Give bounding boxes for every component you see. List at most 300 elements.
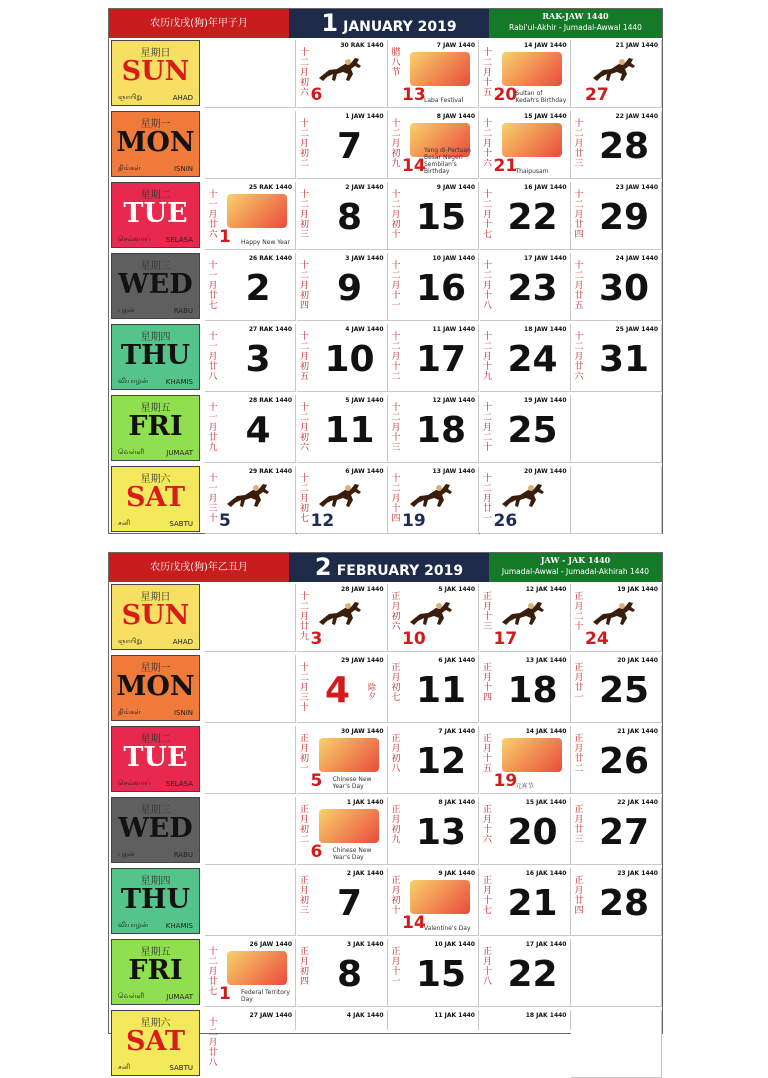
day-number: 7 <box>336 126 363 167</box>
day-number: 28 <box>598 883 650 924</box>
islamic-date: 11 JAW 1440 <box>432 326 475 333</box>
day-cell[interactable] <box>297 1010 388 1030</box>
lunar-date: 十二月十二 <box>391 332 401 382</box>
weekday-english: SAT <box>125 1026 186 1057</box>
lunar-date: 十二月廿一 <box>482 474 492 524</box>
day-cell[interactable] <box>205 1010 296 1068</box>
empty-day-cell <box>205 655 296 723</box>
weekday-label-wed <box>111 797 200 863</box>
holiday-illustration <box>502 738 562 772</box>
day-cell[interactable] <box>297 868 388 936</box>
day-cell[interactable] <box>388 797 479 865</box>
lunar-date: 十二月十五 <box>482 48 492 98</box>
weekday-malay: JUMAAT <box>166 993 193 1001</box>
weekday-label-fri <box>111 395 200 461</box>
day-number: 16 <box>415 268 467 309</box>
day-cell[interactable] <box>480 939 571 1007</box>
day-cell[interactable] <box>480 584 571 652</box>
lunar-date: 十二月廿六 <box>574 332 584 382</box>
islamic-title: JAW - JAK 1440 <box>540 555 611 565</box>
weekday-chinese: 星期六 <box>140 1018 171 1029</box>
day-number: 24 <box>585 629 609 649</box>
day-number: 13 <box>402 85 426 105</box>
lunar-date: 十二月初六 <box>299 48 309 98</box>
islamic-date: 5 JAW 1440 <box>345 397 384 404</box>
day-number: 9 <box>336 268 363 309</box>
day-number: 6 <box>310 842 323 862</box>
empty-day-cell <box>205 40 296 108</box>
day-cell[interactable] <box>388 253 479 321</box>
empty-day-cell <box>205 726 296 794</box>
lunar-date: 十一月廿八 <box>208 332 218 382</box>
holiday-illustration <box>227 194 287 228</box>
horse-racing-icon <box>406 480 466 514</box>
day-number: 23 <box>507 268 558 309</box>
weekday-tamil: புதன் <box>118 306 135 314</box>
lunar-date: 十二月廿三 <box>574 119 584 169</box>
lunar-date: 十二月十七 <box>482 190 492 240</box>
lunar-date: 十二月廿七 <box>208 947 218 997</box>
islamic-subtitle: Jumadal-Awwal - Jumadal-Akhirah 1440 <box>501 567 650 576</box>
day-number: 12 <box>310 511 335 531</box>
holiday-label: Yang di-Pertuan Besar Negeri Sembilan's Birthday <box>424 147 471 175</box>
day-cell[interactable] <box>388 655 479 723</box>
day-cell[interactable] <box>388 1010 479 1030</box>
day-number: 18 <box>415 410 467 451</box>
empty-day-cell <box>205 868 296 936</box>
islamic-date: 6 JAK 1440 <box>438 657 475 664</box>
day-number: 5 <box>310 771 323 791</box>
empty-day-cell <box>571 395 662 463</box>
lunar-date: 十二月初五 <box>299 332 309 382</box>
empty-day-cell <box>205 797 296 865</box>
islamic-date: 30 RAK 1440 <box>340 42 384 49</box>
day-cell[interactable] <box>388 726 479 794</box>
day-number: 27 <box>585 85 609 105</box>
holiday-illustration <box>410 880 470 914</box>
islamic-date: 4 JAK 1440 <box>346 1012 384 1019</box>
weekday-tamil: திங்கள் <box>118 164 141 172</box>
day-cell[interactable] <box>571 797 662 865</box>
lunar-date: 十一月廿六 <box>208 190 218 240</box>
islamic-date: 10 JAW 1440 <box>432 255 475 262</box>
day-cell[interactable] <box>388 584 479 652</box>
day-number: 22 <box>507 954 558 995</box>
holiday-label: Federal Territory Day <box>241 989 290 1003</box>
day-cell[interactable] <box>480 868 571 936</box>
weekday-tamil: ஞாயிறு <box>118 93 143 101</box>
islamic-date: 6 JAW 1440 <box>345 468 384 475</box>
horse-racing-icon <box>498 480 558 514</box>
day-cell[interactable] <box>480 182 571 250</box>
islamic-date: 12 JAK 1440 <box>525 586 567 593</box>
lunar-date: 正月初三 <box>299 876 309 916</box>
weekday-chinese: 星期六 <box>140 474 171 485</box>
weekday-tamil: செவ்வாய் <box>118 779 151 787</box>
lunar-date: 十二月初九 <box>391 119 401 169</box>
holiday-illustration <box>319 738 379 772</box>
lunar-date: 正月廿三 <box>574 805 584 845</box>
day-number: 26 <box>598 741 650 782</box>
day-number: 14 <box>402 156 426 176</box>
day-cell[interactable] <box>297 253 388 321</box>
lunar-date: 正月廿一 <box>574 663 584 703</box>
lunar-date: 正月初六 <box>391 592 401 632</box>
weekday-tamil: ஞாயிறு <box>118 637 143 645</box>
weekday-malay: ISNIN <box>173 165 193 173</box>
islamic-date: 11 JAK 1440 <box>434 1012 475 1019</box>
lunar-date: 正月二十 <box>574 592 584 632</box>
day-cell[interactable] <box>571 324 662 392</box>
day-cell[interactable] <box>205 182 296 250</box>
day-cell[interactable] <box>571 111 662 179</box>
day-cell[interactable] <box>571 253 662 321</box>
islamic-date: 13 JAW 1440 <box>432 468 475 475</box>
holiday-label: 元宵节 <box>515 783 534 790</box>
lunar-date: 十二月初四 <box>299 261 309 311</box>
day-cell[interactable] <box>388 395 479 463</box>
day-cell[interactable] <box>205 395 296 463</box>
lunar-date: 正月十四 <box>482 663 492 703</box>
day-number: 14 <box>402 913 426 933</box>
day-cell[interactable] <box>388 111 479 179</box>
day-cell[interactable] <box>388 324 479 392</box>
lunar-date: 正月十五 <box>482 734 492 774</box>
weekday-tamil: சனி <box>118 519 131 527</box>
weekday-label-mon <box>111 655 200 721</box>
lunar-date: 十二月初六 <box>299 403 309 453</box>
day-cell[interactable] <box>388 939 479 1007</box>
day-cell[interactable] <box>297 111 388 179</box>
day-cell[interactable] <box>480 253 571 321</box>
lunar-date: 十一月三十 <box>208 474 218 524</box>
islamic-date: 17 JAW 1440 <box>524 255 567 262</box>
weekday-label-fri <box>111 939 200 1005</box>
islamic-date: 7 JAW 1440 <box>436 42 475 49</box>
day-number: 24 <box>507 339 558 380</box>
day-cell[interactable] <box>297 395 388 463</box>
day-cell[interactable] <box>297 466 388 534</box>
islamic-date: 18 JAK 1440 <box>525 1012 567 1019</box>
weekday-tamil: சனி <box>118 1063 131 1071</box>
weekday-label-sun <box>111 584 200 650</box>
weekday-english: THU <box>120 884 191 915</box>
day-number: 5 <box>219 511 231 531</box>
weekday-malay: SELASA <box>165 236 193 244</box>
day-number: 31 <box>598 339 650 380</box>
weekday-malay: RABU <box>173 851 193 859</box>
lunar-date: 十二月初十 <box>391 190 401 240</box>
day-cell[interactable] <box>205 324 296 392</box>
empty-day-cell <box>571 466 662 534</box>
weekday-malay: AHAD <box>172 94 193 102</box>
day-cell[interactable] <box>297 324 388 392</box>
weekday-chinese: 星期日 <box>140 592 171 603</box>
islamic-date: 3 JAK 1440 <box>346 941 384 948</box>
day-cell[interactable] <box>297 726 388 794</box>
islamic-date: 7 JAK 1440 <box>438 728 475 735</box>
lunar-date: 十二月廿八 <box>208 1018 218 1068</box>
horse-racing-icon <box>223 480 283 514</box>
weekday-chinese: 星期五 <box>140 947 171 958</box>
day-cell[interactable] <box>297 655 388 723</box>
lunar-date: 十一月廿七 <box>208 261 218 311</box>
islamic-date: 14 JAW 1440 <box>524 42 567 49</box>
day-number: 7 <box>336 883 363 924</box>
horse-racing-icon <box>589 598 649 632</box>
day-cell[interactable] <box>297 182 388 250</box>
day-cell[interactable] <box>480 466 571 534</box>
lunar-date: 正月初九 <box>391 805 401 845</box>
weekday-english: FRI <box>128 955 183 986</box>
weekday-malay: SABTU <box>169 1064 193 1072</box>
weekday-malay: KHAMIS <box>165 378 193 386</box>
day-cell[interactable] <box>297 797 388 865</box>
islamic-date: 26 RAK 1440 <box>248 255 292 262</box>
weekday-chinese: 星期日 <box>140 48 171 59</box>
day-cell[interactable] <box>205 939 296 1007</box>
weekday-chinese: 星期二 <box>140 734 171 745</box>
lunar-date: 十二月廿五 <box>574 261 584 311</box>
day-number: 4 <box>324 670 351 711</box>
islamic-date: 15 JAW 1440 <box>524 113 567 120</box>
day-number: 21 <box>507 883 558 924</box>
day-cell[interactable] <box>297 40 388 108</box>
islamic-date: 21 JAK 1440 <box>617 728 658 735</box>
day-cell[interactable] <box>480 324 571 392</box>
weekday-label-thu <box>111 868 200 934</box>
empty-day-cell <box>571 1010 662 1078</box>
day-cell[interactable] <box>571 726 662 794</box>
islamic-date: 23 JAK 1440 <box>617 870 658 877</box>
day-cell[interactable] <box>571 182 662 250</box>
weekday-chinese: 星期二 <box>140 190 171 201</box>
weekday-tamil: வெள்ளி <box>118 992 145 1000</box>
day-cell[interactable] <box>571 584 662 652</box>
day-cell[interactable] <box>571 40 662 108</box>
weekday-tamil: புதன் <box>118 850 135 858</box>
month-title <box>289 553 489 582</box>
weekday-label-mon <box>111 111 200 177</box>
lunar-date: 正月十一 <box>391 947 401 987</box>
weekday-english: FRI <box>128 411 183 442</box>
weekday-malay: KHAMIS <box>165 922 193 930</box>
weekday-english: WED <box>118 813 193 844</box>
day-number: 20 <box>493 85 518 105</box>
weekday-label-sat <box>111 466 200 532</box>
lunar-date: 正月十八 <box>482 947 492 987</box>
horse-racing-icon <box>315 598 375 632</box>
weekday-malay: SABTU <box>169 520 193 528</box>
day-cell[interactable] <box>571 655 662 723</box>
day-number: 21 <box>493 156 518 176</box>
islamic-date: 2 JAW 1440 <box>345 184 384 191</box>
day-cell[interactable] <box>480 797 571 865</box>
day-cell[interactable] <box>388 40 479 108</box>
empty-day-cell <box>205 584 296 652</box>
month-number: 1 <box>321 9 339 37</box>
weekday-malay: RABU <box>173 307 193 315</box>
islamic-date: 8 JAW 1440 <box>436 113 475 120</box>
lunar-date: 十二月廿四 <box>574 190 584 240</box>
lunar-date: 腊八节 <box>391 48 401 78</box>
islamic-date: 22 JAK 1440 <box>617 799 658 806</box>
islamic-date: 10 JAK 1440 <box>434 941 475 948</box>
day-cell[interactable] <box>205 466 296 534</box>
day-number: 11 <box>324 410 375 451</box>
lunar-date: 十二月十四 <box>391 474 401 524</box>
islamic-date: 20 JAK 1440 <box>617 657 658 664</box>
islamic-title: RAK-JAW 1440 <box>542 11 609 21</box>
day-number: 17 <box>415 339 467 380</box>
weekday-chinese: 星期五 <box>140 403 171 414</box>
month-name: JANUARY 2019 <box>343 19 457 35</box>
horse-racing-icon <box>315 480 375 514</box>
weekday-label-tue <box>111 182 200 248</box>
weekday-chinese: 星期三 <box>140 261 171 272</box>
day-number: 4 <box>245 410 271 451</box>
lunar-date: 正月十六 <box>482 805 492 845</box>
lunar-date: 十一月廿九 <box>208 403 218 453</box>
islamic-date: 1 JAW 1440 <box>345 113 384 120</box>
weekday-label-thu <box>111 324 200 390</box>
holiday-label: Laba Festival <box>424 97 464 104</box>
islamic-date: 1 JAK 1440 <box>346 799 384 806</box>
day-cell[interactable] <box>571 868 662 936</box>
lunar-date: 十二月初七 <box>299 474 309 524</box>
weekday-label-tue <box>111 726 200 792</box>
day-number: 19 <box>402 511 426 531</box>
empty-day-cell <box>571 939 662 1007</box>
day-number: 17 <box>493 629 518 649</box>
month-title <box>289 9 489 38</box>
day-number: 22 <box>507 197 558 238</box>
lunar-date: 正月初七 <box>391 663 401 703</box>
lunar-date: 正月廿二 <box>574 734 584 774</box>
day-cell[interactable] <box>480 726 571 794</box>
horse-racing-icon <box>406 598 466 632</box>
lunar-date: 十二月十九 <box>482 332 492 382</box>
day-cell[interactable] <box>480 1010 571 1030</box>
islamic-date: 30 JAW 1440 <box>341 728 384 735</box>
islamic-date: 25 RAK 1440 <box>248 184 292 191</box>
holiday-label: Sultan of Kedah's Birthday <box>515 90 567 104</box>
islamic-date: 29 RAK 1440 <box>248 468 292 475</box>
islamic-date: 22 JAW 1440 <box>615 113 658 120</box>
weekday-chinese: 星期四 <box>140 332 171 343</box>
day-number: 2 <box>245 268 271 309</box>
weekday-english: MON <box>116 127 195 158</box>
lunar-date: 正月十七 <box>482 876 492 916</box>
weekday-english: TUE <box>123 198 188 229</box>
day-number: 10 <box>402 629 426 649</box>
islamic-date: 4 JAW 1440 <box>345 326 384 333</box>
weekday-malay: ISNIN <box>173 709 193 717</box>
day-cell[interactable] <box>297 584 388 652</box>
lunar-date: 十二月十一 <box>391 261 401 311</box>
day-cell[interactable] <box>480 395 571 463</box>
lunar-date: 正月廿四 <box>574 876 584 916</box>
weekday-label-sat <box>111 1010 200 1076</box>
islamic-date: 9 JAK 1440 <box>438 870 475 877</box>
month-header <box>109 553 662 582</box>
weekday-chinese: 星期一 <box>140 119 171 130</box>
islamic-date: 9 JAW 1440 <box>436 184 475 191</box>
weekday-tamil: செவ்வாய் <box>118 235 151 243</box>
day-cell[interactable] <box>388 868 479 936</box>
lunar-month-title: 农历戊戌(狗)年乙丑月 <box>109 553 289 582</box>
day-cell[interactable] <box>205 253 296 321</box>
day-number: 25 <box>507 410 558 451</box>
islamic-date: 19 JAK 1440 <box>617 586 658 593</box>
weekday-chinese: 星期三 <box>140 805 171 816</box>
day-number: 3 <box>310 629 323 649</box>
islamic-date: 26 JAW 1440 <box>249 941 292 948</box>
weekday-tamil: வியாழன் <box>118 377 149 385</box>
islamic-date: 16 JAW 1440 <box>524 184 567 191</box>
day-cell[interactable] <box>388 182 479 250</box>
day-number: 25 <box>598 670 650 711</box>
day-number: 15 <box>415 197 467 238</box>
weekday-tamil: வியாழன் <box>118 921 149 929</box>
islamic-date: 27 JAW 1440 <box>249 1012 292 1019</box>
islamic-month-title <box>489 553 662 582</box>
day-number: 12 <box>415 741 467 782</box>
day-number: 20 <box>507 812 558 853</box>
weekday-english: MON <box>116 671 195 702</box>
holiday-label: Valentine's Day <box>424 925 471 932</box>
day-number: 8 <box>336 954 363 995</box>
weekday-english: SUN <box>121 56 190 87</box>
lunar-date: 十二月十八 <box>482 261 492 311</box>
holiday-label: Chinese New Year's Day <box>332 847 372 861</box>
holiday-label: Thaipusam <box>515 168 549 175</box>
day-number: 1 <box>219 227 231 247</box>
islamic-date: 28 RAK 1440 <box>248 397 292 404</box>
holiday-illustration <box>502 52 562 86</box>
empty-day-cell <box>205 111 296 179</box>
islamic-date: 28 JAW 1440 <box>341 586 384 593</box>
weekday-malay: JUMAAT <box>166 449 193 457</box>
horse-racing-icon <box>315 54 375 88</box>
holiday-label: Chinese New Year's Day <box>332 776 372 790</box>
islamic-date: 2 JAK 1440 <box>346 870 384 877</box>
islamic-date: 16 JAK 1440 <box>525 870 567 877</box>
day-number: 15 <box>415 954 467 995</box>
lunar-date: 十二月初三 <box>299 190 309 240</box>
day-cell[interactable] <box>480 40 571 108</box>
weekday-label-sun <box>111 40 200 106</box>
day-cell[interactable] <box>480 655 571 723</box>
day-cell[interactable] <box>297 939 388 1007</box>
day-number: 29 <box>598 197 650 238</box>
lunar-date: 正月初一 <box>299 734 309 774</box>
islamic-date: 21 JAW 1440 <box>615 42 658 49</box>
islamic-date: 5 JAK 1440 <box>438 586 475 593</box>
holiday-label: Happy New Year <box>241 239 290 246</box>
day-number: 26 <box>493 511 518 531</box>
day-number: 28 <box>598 126 650 167</box>
day-number: 27 <box>598 812 650 853</box>
lunar-date: 十二月三十 <box>299 663 309 713</box>
islamic-date: 15 JAK 1440 <box>525 799 567 806</box>
day-cell[interactable] <box>388 466 479 534</box>
islamic-date: 24 JAW 1440 <box>615 255 658 262</box>
lunar-date: 正月初二 <box>299 805 309 845</box>
day-cell[interactable] <box>480 111 571 179</box>
weekday-label-wed <box>111 253 200 319</box>
horse-racing-icon <box>498 598 558 632</box>
